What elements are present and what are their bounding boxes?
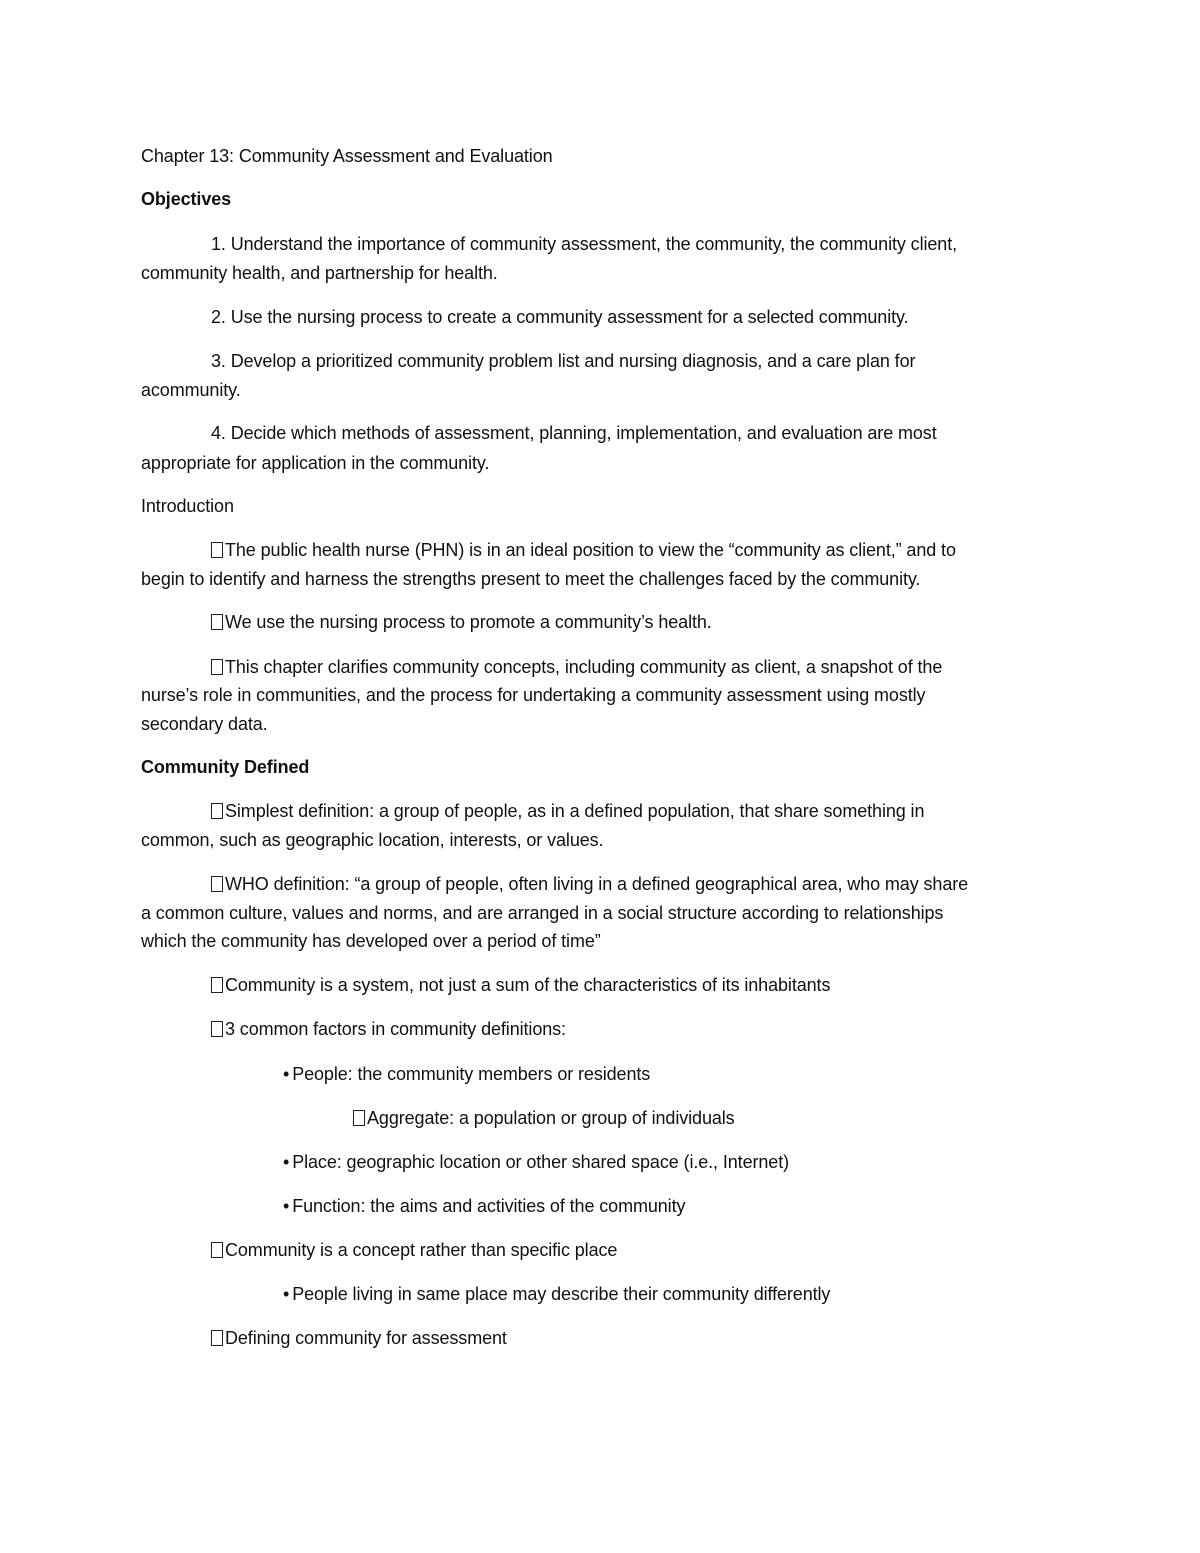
missing-glyph-icon — [211, 1242, 223, 1258]
objective-3-line-2: acommunity. — [141, 380, 241, 400]
community-item-5: Community is a concept rather than specific place — [211, 1236, 617, 1264]
objective-2: 2. Use the nursing process to create a community assessment for a selected community. — [211, 307, 909, 327]
missing-glyph-icon — [211, 803, 223, 819]
objective-4-line-2: appropriate for application in the community. — [141, 453, 490, 473]
intro-item-2: We use the nursing process to promote a community’s health. — [211, 608, 712, 636]
missing-glyph-icon — [353, 1110, 365, 1126]
community-item-1-line-1: Simplest definition: a group of people, as in a defined population, that share something in — [211, 797, 924, 825]
document-title: Chapter 13: Community Assessment and Evaluation — [141, 146, 553, 166]
missing-glyph-icon — [211, 659, 223, 675]
factor-people: • People: the community members or residents — [283, 1060, 650, 1088]
missing-glyph-icon — [211, 1021, 223, 1037]
community-item-1-line-2: common, such as geographic location, interests, or values. — [141, 830, 604, 850]
intro-item-1-line-1: The public health nurse (PHN) is in an ideal position to view the “community as client,” and to — [211, 536, 956, 564]
objective-1-line-1: 1. Understand the importance of community assessment, the community, the community client, — [211, 234, 957, 254]
community-defined-heading: Community Defined — [141, 757, 310, 777]
missing-glyph-icon — [211, 542, 223, 558]
missing-glyph-icon — [211, 876, 223, 892]
missing-glyph-icon — [211, 614, 223, 630]
objective-3-line-1: 3. Develop a prioritized community problem list and nursing diagnosis, and a care plan for — [211, 351, 916, 371]
intro-item-1-line-2: begin to identify and harness the strengths present to meet the challenges faced by the community. — [141, 569, 921, 589]
community-item-2-line-3: which the community has developed over a period of time” — [141, 931, 601, 951]
intro-item-3-line-1: This chapter clarifies community concepts, including community as client, a snapshot of the — [211, 653, 942, 681]
bullet-icon: • — [283, 1284, 290, 1304]
bullet-icon: • — [283, 1064, 290, 1084]
intro-item-3-line-2: nurse’s role in communities, and the process for undertaking a community assessment using mostly — [141, 685, 926, 705]
objective-1-line-2: community health, and partnership for health. — [141, 263, 498, 283]
intro-item-3-line-3: secondary data. — [141, 714, 268, 734]
community-item-4: 3 common factors in community definitions: — [211, 1015, 566, 1043]
factor-function: • Function: the aims and activities of the community — [283, 1192, 685, 1220]
objectives-heading: Objectives — [141, 189, 232, 209]
factor-place: • Place: geographic location or other shared space (i.e., Internet) — [283, 1148, 789, 1176]
missing-glyph-icon — [211, 1330, 223, 1346]
community-item-2-line-1: WHO definition: “a group of people, often living in a defined geographical area, who may share — [211, 870, 968, 898]
objective-4-line-1: 4. Decide which methods of assessment, planning, implementation, and evaluation are most — [211, 423, 937, 443]
bullet-icon: • — [283, 1152, 290, 1172]
missing-glyph-icon — [211, 977, 223, 993]
community-item-6: Defining community for assessment — [211, 1324, 507, 1352]
community-item-3: Community is a system, not just a sum of the characteristics of its inhabitants — [211, 971, 830, 999]
bullet-icon: • — [283, 1196, 290, 1216]
introduction-heading: Introduction — [141, 496, 234, 516]
community-item-5-sub: • People living in same place may describe their community differently — [283, 1280, 830, 1308]
community-item-2-line-2: a common culture, values and norms, and are arranged in a social structure according to relationships — [141, 903, 944, 923]
factor-aggregate: Aggregate: a population or group of individuals — [353, 1104, 735, 1132]
